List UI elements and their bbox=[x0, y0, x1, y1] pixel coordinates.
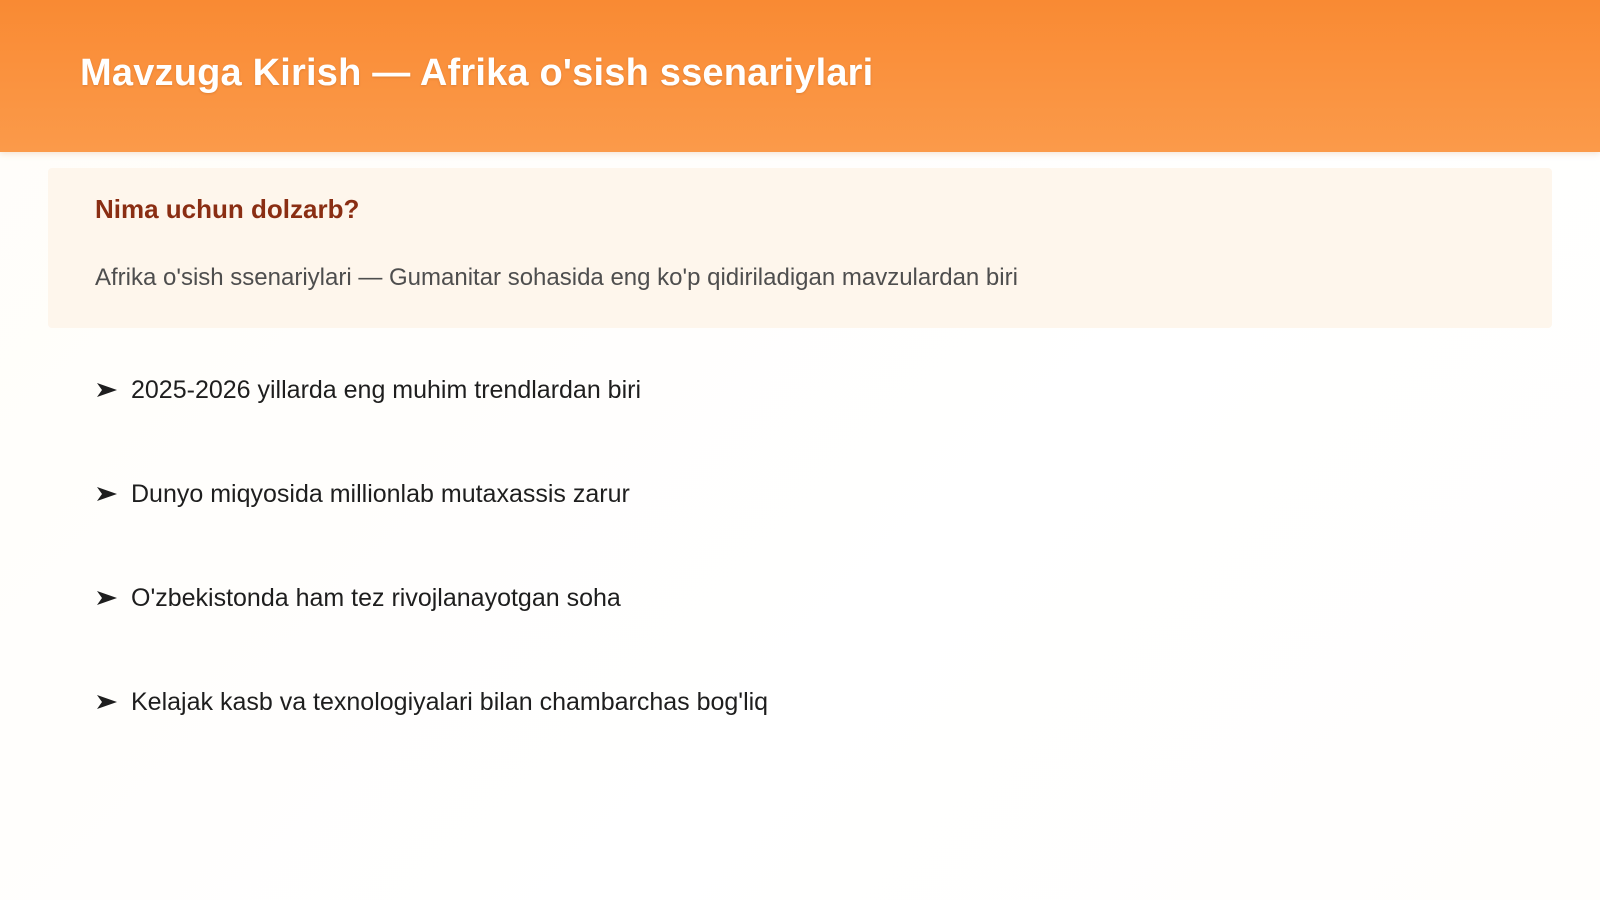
list-item-text: O'zbekistonda ham tez rivojlanayotgan soha bbox=[131, 583, 621, 612]
intro-text: Afrika o'sish ssenariylari — Gumanitar sohasida eng ko'p qidiriladigan mavzulardan biri bbox=[95, 264, 1018, 291]
list-item-text: 2025-2026 yillarda eng muhim trendlardan biri bbox=[131, 375, 642, 404]
list-item bbox=[95, 578, 768, 618]
bullet-list bbox=[95, 370, 768, 786]
list-item bbox=[95, 474, 768, 514]
list-item bbox=[95, 370, 768, 410]
slide-header bbox=[0, 0, 1600, 152]
list-item-text: Kelajak kasb va texnologiyalari bilan chambarchas bog'liq bbox=[131, 687, 769, 716]
intro-heading: Nima uchun dolzarb? bbox=[95, 194, 360, 224]
list-item bbox=[95, 682, 768, 722]
slide-title: Mavzuga Kirish — Afrika o'sish ssenariylari bbox=[80, 52, 874, 94]
triangle-right-icon bbox=[95, 381, 119, 399]
triangle-right-icon bbox=[95, 693, 119, 711]
intro-card bbox=[48, 168, 1552, 328]
list-item-text: Dunyo miqyosida millionlab mutaxassis zarur bbox=[131, 479, 630, 508]
triangle-right-icon bbox=[95, 485, 119, 503]
triangle-right-icon bbox=[95, 589, 119, 607]
